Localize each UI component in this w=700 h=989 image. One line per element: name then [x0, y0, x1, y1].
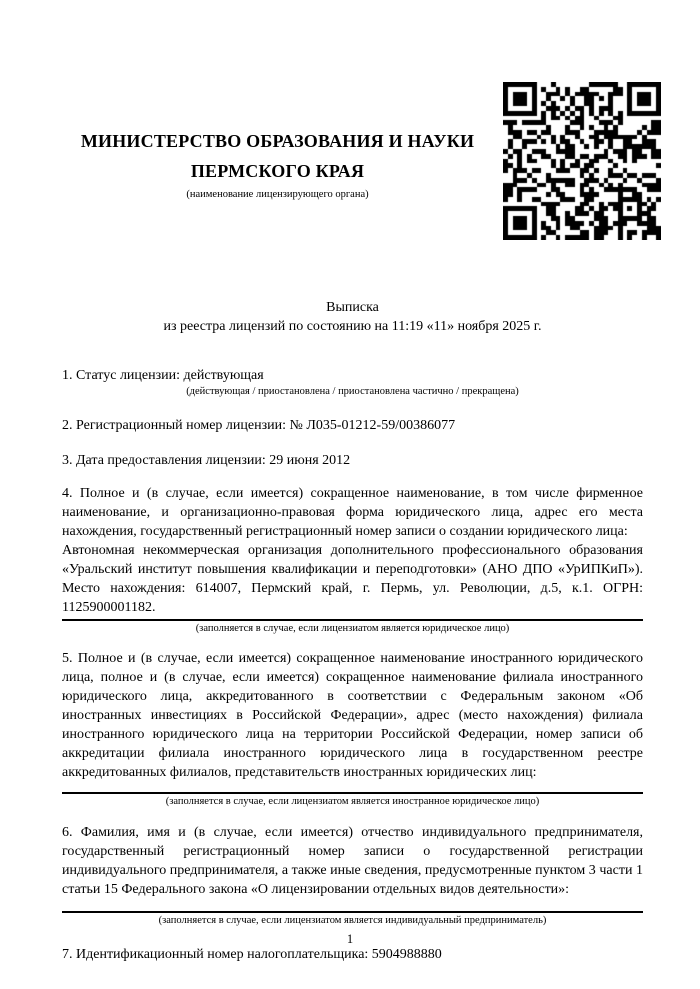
legal-entity-value: Автономная некоммерческая организация дополнительного профессионального образования «Уральский институт повышения квалификации и переподготовки» (АНО ДПО «УрИПКиП»). Место нахождения: 614007, Пермский край, г. Пермь, ул. Революции, д.5, к.1. ОГРН: 1125900001182. [62, 543, 643, 615]
fill-in-rule [62, 619, 643, 621]
licensing-authority-caption: (наименование лицензирующего органа) [186, 189, 369, 200]
page-number: 1 [346, 932, 354, 946]
qr-code [503, 82, 661, 240]
ministry-name-line2: ПЕРМСКОГО КРАЯ [190, 161, 365, 181]
license-date-text: 3. Дата предоставления лицензии: 29 июня 2012 [62, 453, 351, 468]
legal-entity-label: 4. Полное и (в случае, если имеется) сокращенное наименование, в том числе фирменное наименование, и организационно-правовая форма юридического лица, адрес его места нахождения, государственный регистрационный номер записи о создании юридического лица: [62, 486, 643, 539]
foreign-entity-label: 5. Полное и (в случае, если имеется) сокращенное наименование иностранного юридического лица, полное и (в случае, если имеется) сокращенное наименование филиала иностранного юридического лица, аккредитованного в соответствии с Федеральным законом «Об иностранных инвестициях в Российской Федерации», адрес (место нахождения) филиала иностранного юридического лица на территории Российской Федерации, номер записи об аккредитации филиала иностранного юридического лица в государственном реестре аккредитованных филиалов, представительств иностранных юридических лиц: [62, 651, 643, 780]
item-license-date [62, 451, 643, 470]
foreign-entity-note: (заполняется в случае, если лицензиатом является иностранное юридическое лицо) [165, 796, 540, 807]
item-taxpayer-number [62, 945, 643, 964]
fill-in-rule [62, 792, 643, 794]
document-title [62, 298, 643, 336]
item-license-status [62, 366, 643, 398]
individual-entrepreneur-note: (заполняется в случае, если лицензиатом является индивидуальный предприниматель) [158, 915, 547, 926]
registration-number-text: 2. Регистрационный номер лицензии: № Л035-01212-59/00386077 [62, 418, 456, 433]
taxpayer-number-text: 7. Идентификационный номер налогоплательщика: 5904988880 [62, 947, 442, 962]
license-status-options-note: (действующая / приостановлена / приостановлена частично / прекращена) [186, 386, 519, 397]
individual-entrepreneur-label: 6. Фамилия, имя и (в случае, если имеется) отчество индивидуального предпринимателя, государственный регистрационный номер записи о государственной регистрации индивидуального предпринимателя, а также иные сведения, предусмотренные пунктом 3 части 1 статьи 15 Федерального закона «О лицензировании отдельных видов деятельности»: [62, 825, 643, 897]
document-title-line1: Выписка [326, 300, 379, 315]
fill-in-rule [62, 911, 643, 913]
licensing-authority-block [62, 82, 503, 201]
item-foreign-entity [62, 649, 643, 808]
legal-entity-note: (заполняется в случае, если лицензиатом является юридическое лицо) [195, 623, 510, 634]
document-header [62, 82, 643, 240]
document-title-line2: из реестра лицензий по состоянию на 11:19 «11» ноября 2025 г. [163, 319, 542, 334]
ministry-name-line1: МИНИСТЕРСТВО ОБРАЗОВАНИЯ И НАУКИ [80, 131, 475, 151]
item-registration-number [62, 416, 643, 435]
license-status-text: 1. Статус лицензии: действующая [62, 368, 264, 383]
item-individual-entrepreneur [62, 823, 643, 927]
item-legal-entity [62, 484, 643, 635]
